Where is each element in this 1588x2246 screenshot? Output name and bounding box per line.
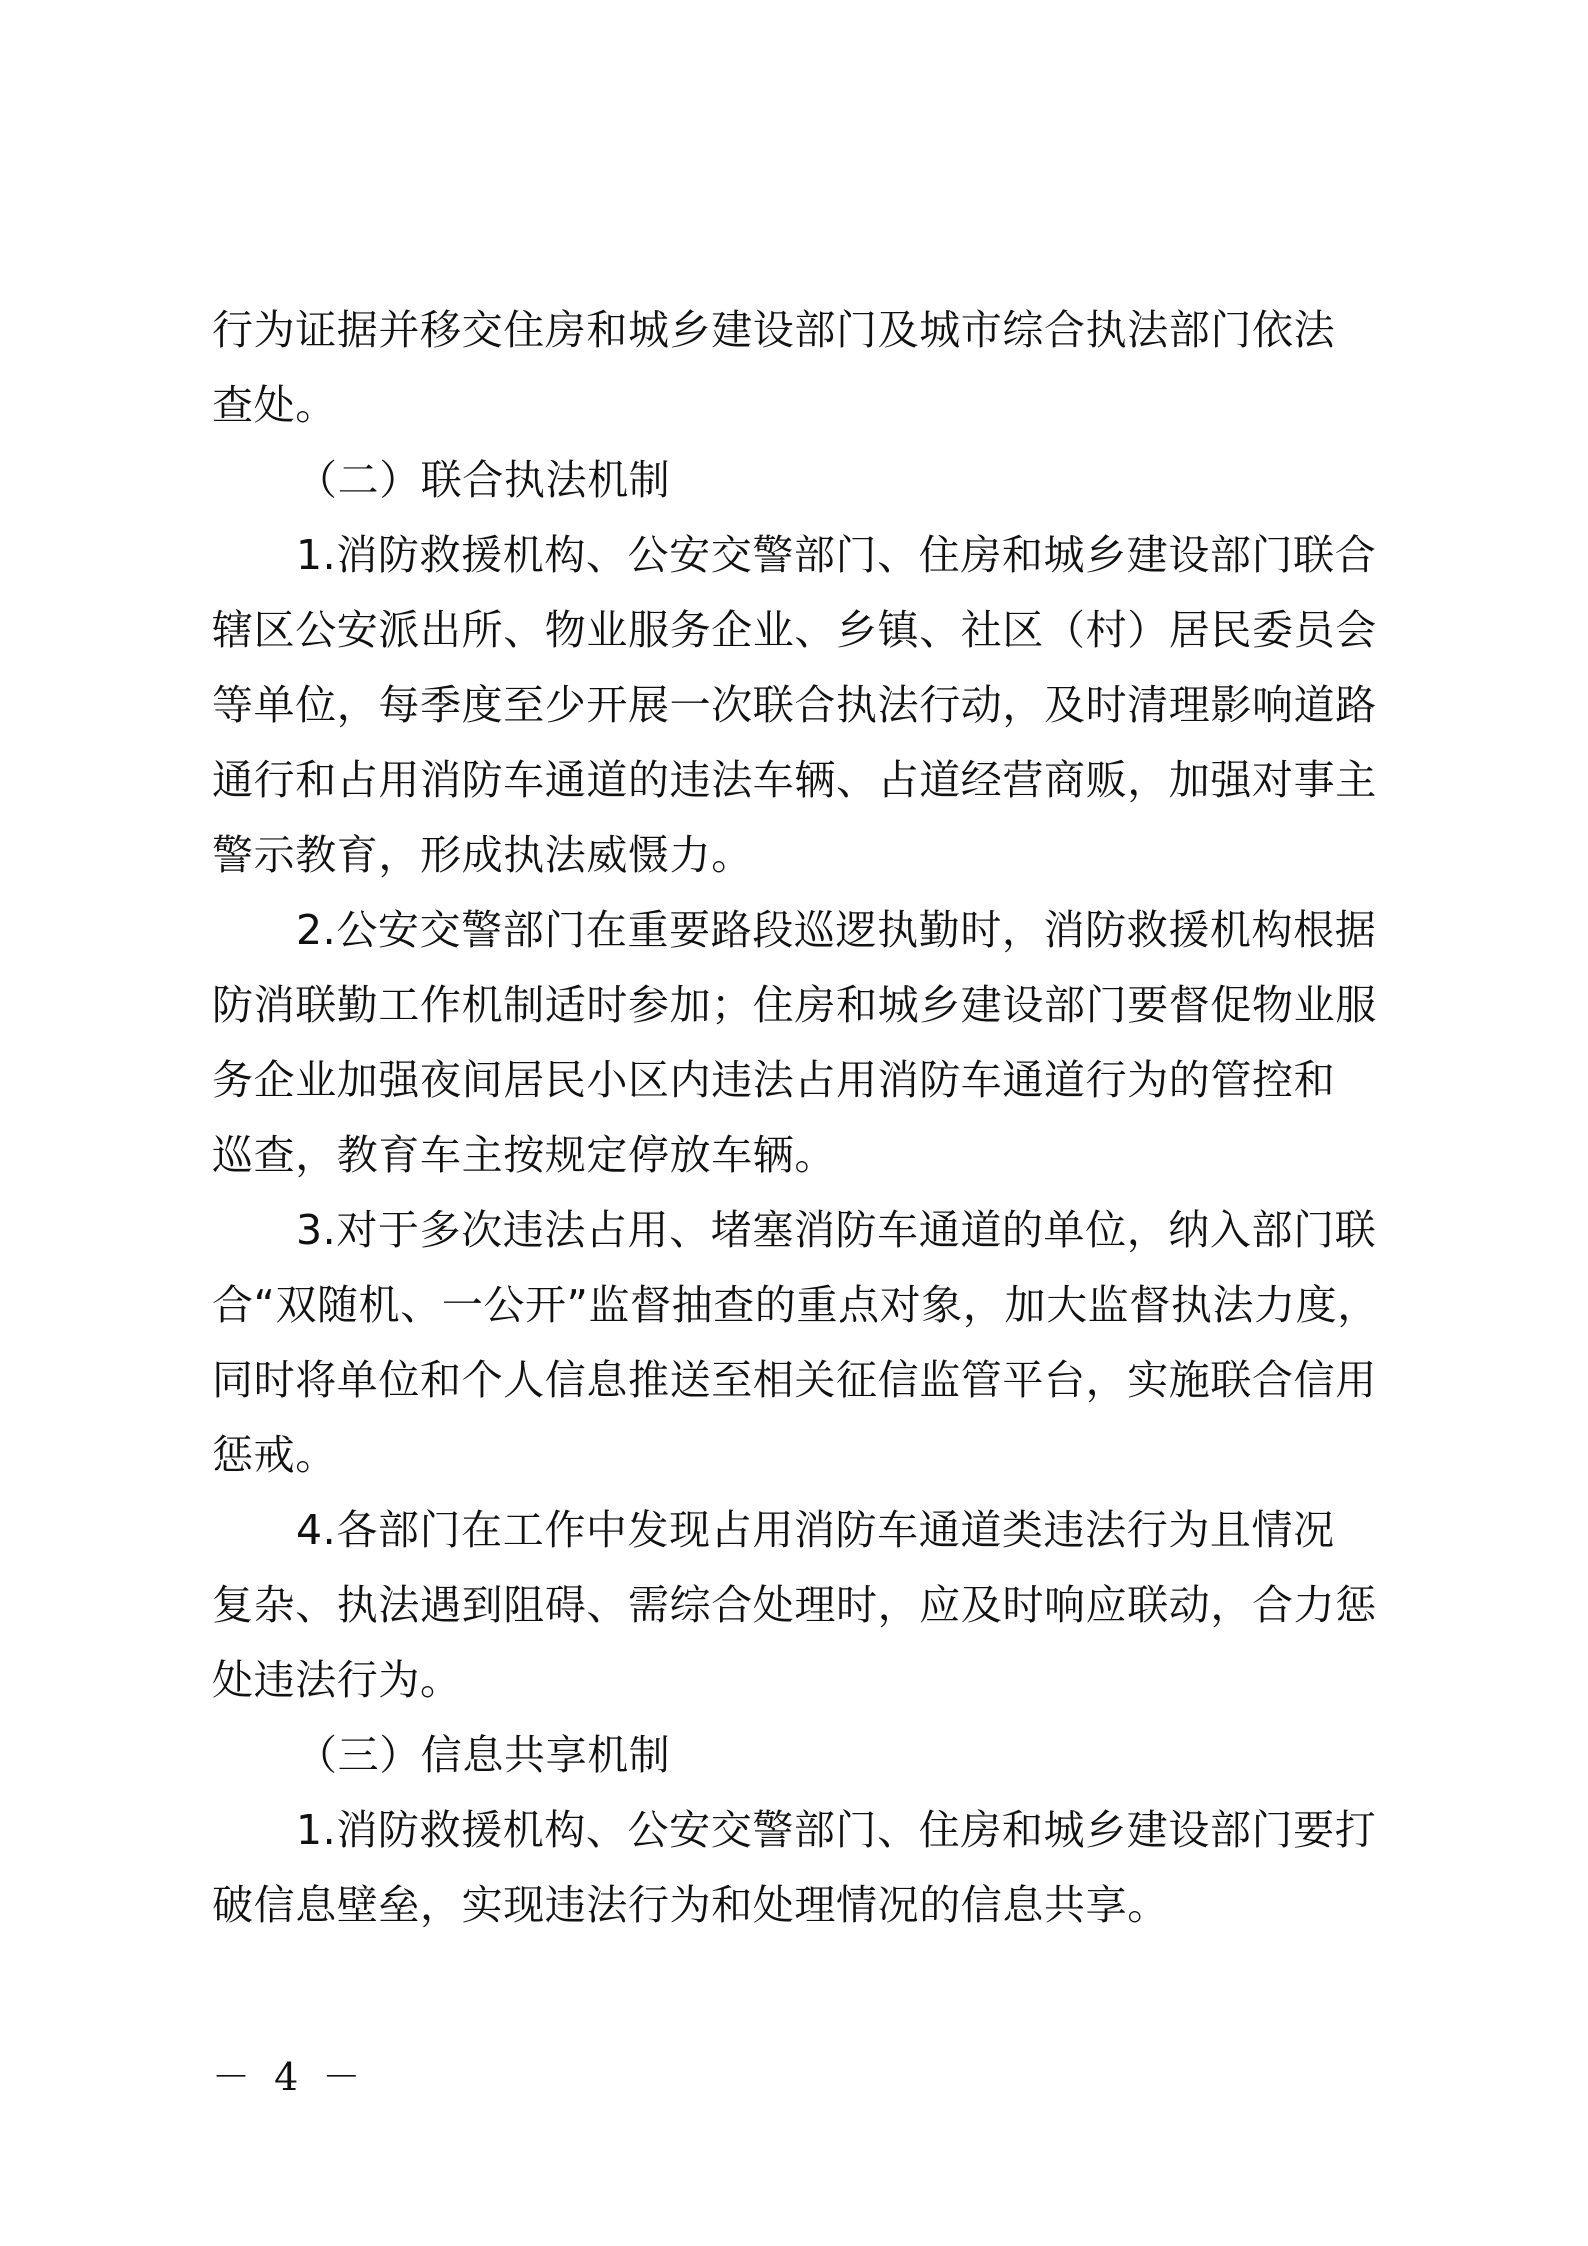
section-heading-info-sharing: （三）信息共享机制 [296, 1731, 671, 1779]
paragraph-5-start: 1.消防救援机构、公安交警部门、住房和城乡建设部门要打 [296, 1806, 1377, 1854]
text-line: 同时将单位和个人信息推送至相关征信监管平台，实施联合信用 [212, 1356, 1377, 1404]
text-line: 处违法行为。 [212, 1656, 462, 1704]
paragraph-1-start: 1.消防救援机构、公安交警部门、住房和城乡建设部门联合 [296, 531, 1377, 579]
text-line: 合“双随机、一公开”监督抽查的重点对象，加大监督执法力度， [212, 1281, 1379, 1329]
text-line: 防消联勤工作机制适时参加；住房和城乡建设部门要督促物业服 [212, 981, 1377, 1029]
paragraph-4-start: 4.各部门在工作中发现占用消防车通道类违法行为且情况 [296, 1506, 1335, 1554]
page-number: － 4 － [212, 2055, 367, 2099]
text-line: 务企业加强夜间居民小区内违法占用消防车通道行为的管控和 [212, 1056, 1336, 1104]
text-line: 辖区公安派出所、物业服务企业、乡镇、社区（村）居民委员会 [212, 606, 1377, 654]
text-line: 复杂、执法遇到阻碍、需综合处理时，应及时响应联动，合力惩 [212, 1581, 1377, 1629]
paragraph-3-start: 3.对于多次违法占用、堵塞消防车通道的单位，纳入部门联 [296, 1206, 1377, 1254]
text-line: 惩戒。 [212, 1431, 337, 1479]
section-heading-joint-enforcement: （二）联合执法机制 [296, 456, 671, 504]
text-line: 通行和占用消防车通道的违法车辆、占道经营商贩，加强对事主 [212, 756, 1377, 804]
text-line: 等单位，每季度至少开展一次联合执法行动，及时清理影响道路 [212, 681, 1377, 729]
text-line: 查处。 [212, 381, 337, 429]
text-line: 巡查，教育车主按规定停放车辆。 [212, 1131, 836, 1179]
body-text [212, 293, 1392, 1943]
text-line: 警示教育，形成执法威慑力。 [212, 831, 753, 879]
text-line: 破信息壁垒，实现违法行为和处理情况的信息共享。 [212, 1881, 1169, 1929]
text-line: 行为证据并移交住房和城乡建设部门及城市综合执法部门依法 [212, 306, 1336, 354]
paragraph-2-start: 2.公安交警部门在重要路段巡逻执勤时，消防救援机构根据 [296, 906, 1377, 954]
